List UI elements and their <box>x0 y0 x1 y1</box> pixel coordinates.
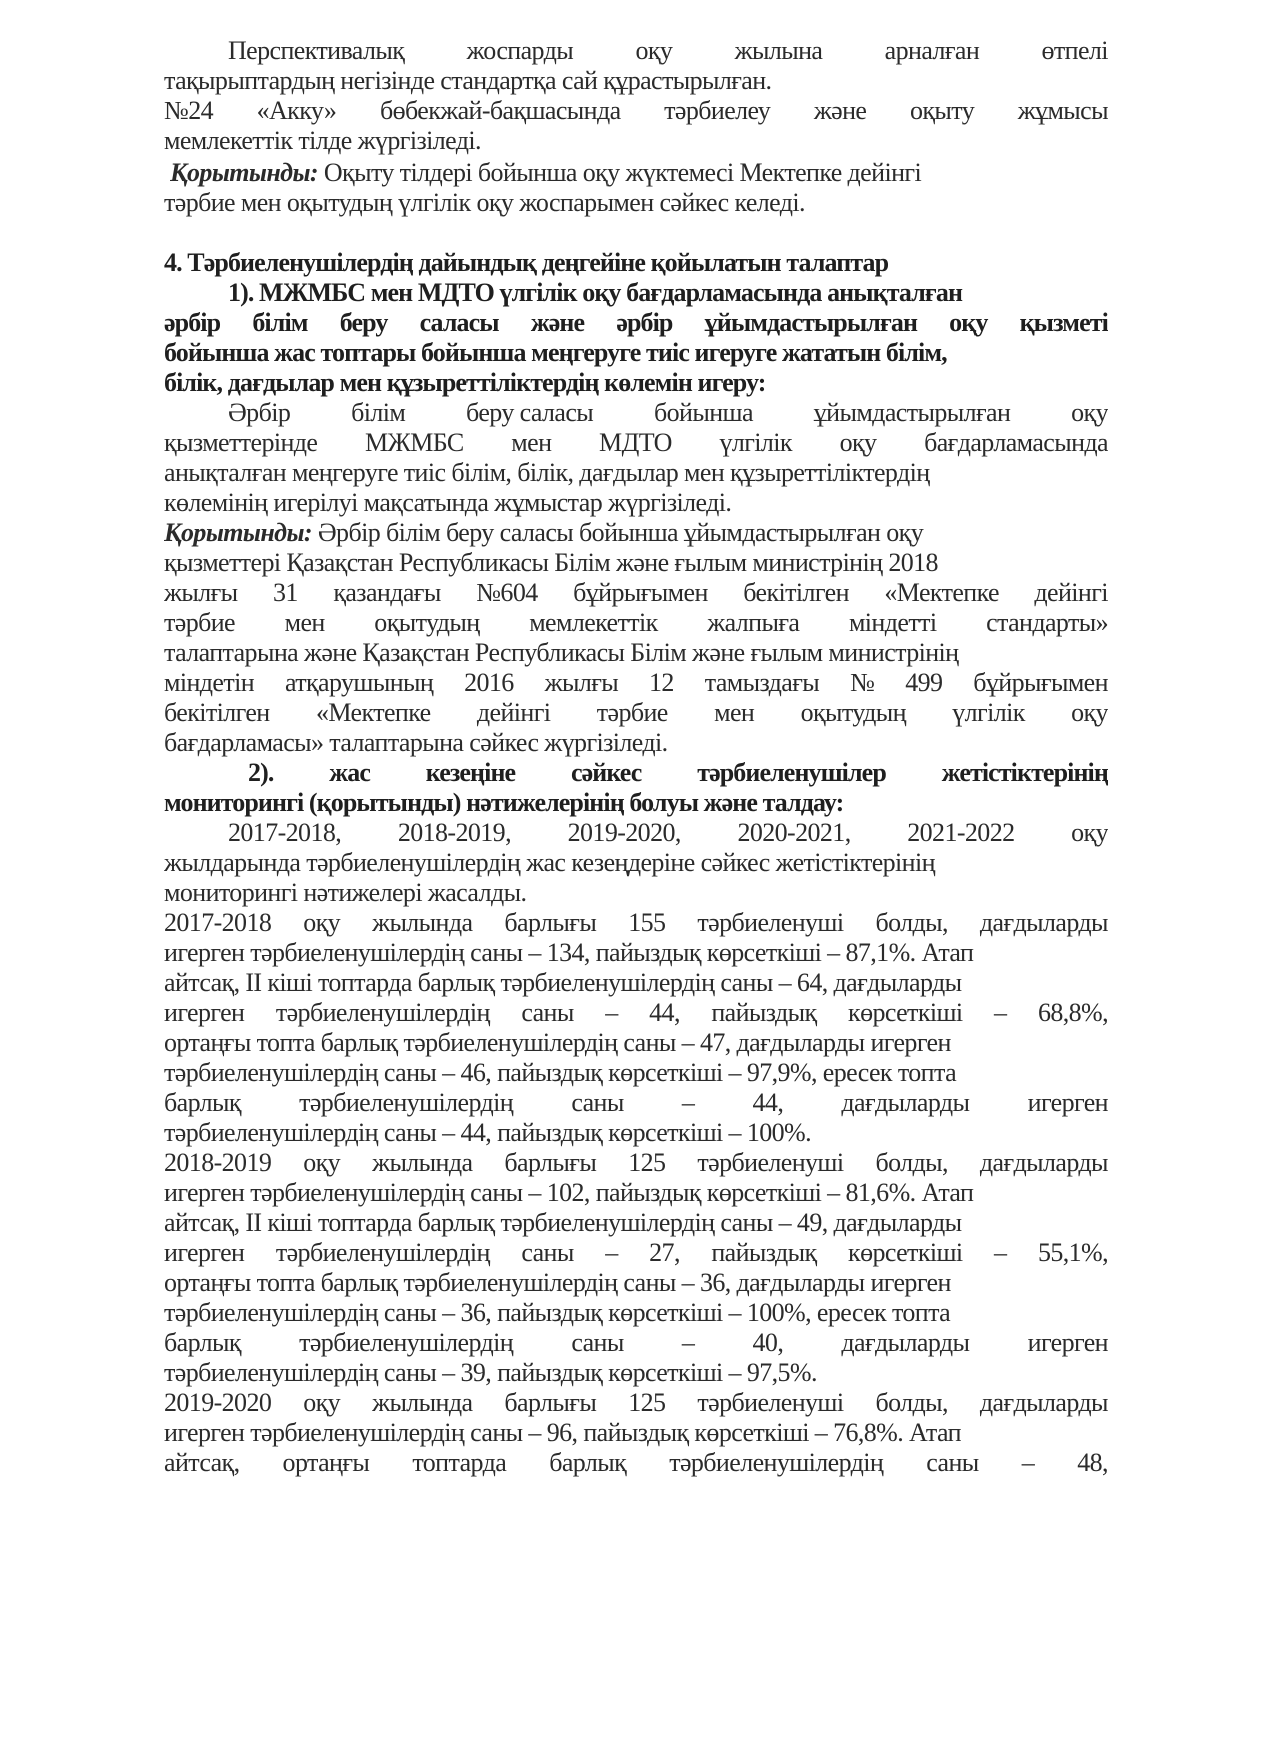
word: 2018-2019 <box>164 1148 272 1177</box>
word: Перспективалық <box>228 36 405 65</box>
text-line: бағдарламасы» талаптарына сәйкес жүргізіледі. <box>164 728 668 757</box>
word: қызметі <box>1019 308 1108 337</box>
word: қызметтерінде <box>164 428 318 457</box>
word: 31 <box>273 578 298 607</box>
text-line <box>164 1388 1108 1418</box>
word: көрсеткіші <box>848 1238 963 1267</box>
text-line <box>164 1148 1108 1178</box>
word: оқу <box>635 36 673 65</box>
text-line <box>164 578 1108 608</box>
word: саны <box>926 1448 979 1477</box>
word: оқу <box>1071 698 1108 727</box>
word: кезеңіне <box>425 758 516 787</box>
word: саны <box>521 1238 574 1267</box>
subheading-line <box>248 758 1108 788</box>
word: жас <box>329 758 370 787</box>
word: 2). <box>248 758 274 787</box>
word: 2019-2020, <box>567 818 681 847</box>
word: 499 <box>905 668 943 697</box>
word: барлығы <box>504 908 597 937</box>
text-line: тәрбиеленушілердің саны – 39, пайыздық көрсеткіші – 97,5%. <box>164 1358 817 1387</box>
subheading-line <box>164 308 1108 338</box>
word: бұйрығымен <box>973 668 1108 697</box>
word: игерген <box>164 998 245 1027</box>
word: оқу <box>1071 398 1108 427</box>
word: №24 <box>164 96 214 125</box>
word: «Мектепке <box>884 578 999 607</box>
text-line <box>164 96 1108 126</box>
word: дағдыларды <box>841 1328 970 1357</box>
text-line: тәрбиеленушілердің саны – 46, пайыздық көрсеткіші – 97,9%, ересек топта <box>164 1058 957 1087</box>
word: – <box>681 1328 695 1357</box>
word: жылында <box>372 908 473 937</box>
word: жылында <box>372 1388 473 1417</box>
word: бөбекжай-бақшасында <box>379 96 621 125</box>
word: 27, <box>649 1238 680 1267</box>
word: – <box>1021 1448 1035 1477</box>
word: тәрбиеленушілердің <box>299 1088 514 1117</box>
word: 2019-2020 <box>164 1388 272 1417</box>
word: оқытудың <box>374 608 480 637</box>
word: әрбір <box>616 308 673 337</box>
word: оқу <box>303 1148 341 1177</box>
word: МДТО <box>599 428 672 457</box>
word: өтпелі <box>1041 36 1108 65</box>
conclusion-line <box>170 158 1114 188</box>
text-line <box>164 1448 1108 1478</box>
word: білім <box>252 308 308 337</box>
word: 125 <box>628 1148 666 1177</box>
word: саласы <box>419 308 499 337</box>
word: мен <box>511 428 552 457</box>
text-line: игерген тәрбиеленушілердің саны – 134, пайыздық көрсеткіші – 87,1%. Атап <box>164 938 974 967</box>
text-line: көлемінің игерілуі мақсатында жұмыстар жүргізіледі. <box>164 488 732 517</box>
word: оқу <box>949 308 988 337</box>
conclusion-label: Қорытынды: <box>170 158 318 187</box>
word: 2018-2019, <box>397 818 511 847</box>
text-line: ортаңғы топта барлық тәрбиеленушілердің саны – 47, дағдыларды игерген <box>164 1028 951 1057</box>
word: тәрбиелеу <box>664 96 771 125</box>
word: жоспарды <box>466 36 574 65</box>
word: болды, <box>875 1388 948 1417</box>
conclusion-text: Әрбір білім беру саласы бойынша ұйымдастырылған оқу <box>311 518 924 547</box>
word: тәрбиеленуші <box>697 908 844 937</box>
word: 48, <box>1077 1448 1108 1477</box>
word: 155 <box>628 908 666 937</box>
word: «Акку» <box>256 96 337 125</box>
text-line <box>228 398 1108 428</box>
conclusion-line <box>164 518 1108 548</box>
word: оқу <box>303 908 341 937</box>
word: – <box>605 998 618 1027</box>
word: ұйымдастырылған <box>813 398 1011 427</box>
word: бұйрығымен <box>573 578 708 607</box>
word: тәрбиеленушілердің <box>299 1328 514 1357</box>
word: саны <box>521 998 574 1027</box>
text-line <box>164 1328 1108 1358</box>
conclusion-label: Қорытынды: <box>164 518 312 547</box>
text-line: мониторингі нәтижелері жасалды. <box>164 878 527 907</box>
word: тәрбиеленушілердің <box>275 998 490 1027</box>
word: 2017-2018 <box>164 908 272 937</box>
text-line <box>164 428 1108 458</box>
word: оқу <box>839 428 877 457</box>
word: бекітілген <box>164 698 270 727</box>
word: пайыздық <box>711 998 817 1027</box>
word: 55,1%, <box>1037 1238 1108 1267</box>
word: тәрбие <box>164 608 235 637</box>
text-line: қызметтері Қазақстан Республикасы Білім және ғылым министрінің 2018 <box>164 548 938 577</box>
word: тәрбие <box>596 698 668 727</box>
text-line: игерген тәрбиеленушілердің саны – 102, пайыздық көрсеткіші – 81,6%. Атап <box>164 1178 974 1207</box>
text-line <box>164 608 1108 638</box>
text-line: мемлекеттік тілде жүргізіледі. <box>164 126 481 155</box>
word: барлық <box>164 1328 241 1357</box>
text-line <box>228 36 1108 66</box>
text-line <box>164 1238 1108 1268</box>
word: барлығы <box>504 1388 597 1417</box>
word: ұйымдастырылған <box>704 308 918 337</box>
word: №604 <box>476 578 538 607</box>
text-line: анықталған меңгеруге тиіс білім, білік, дағдылар мен құзыреттіліктердің <box>164 458 930 487</box>
word: – <box>994 998 1007 1027</box>
text-line: тақырыптардың негізінде стандартқа сай құрастырылған. <box>164 66 772 95</box>
text-line <box>164 908 1108 938</box>
word: мемлекеттік <box>529 608 658 637</box>
word: 2021-2022 <box>907 818 1015 847</box>
word: 12 <box>649 668 674 697</box>
word: игерген <box>1027 1328 1108 1357</box>
word: оқыту <box>909 96 975 125</box>
word: дағдыларды <box>841 1088 970 1117</box>
word: дейінгі <box>476 698 551 727</box>
word: жұмысы <box>1017 96 1108 125</box>
subheading-line: 1). МЖМБС мен МДТО үлгілік оқу бағдарламасында анықталған <box>228 278 963 307</box>
word: бекітілген <box>743 578 849 607</box>
word: топтарда <box>412 1448 507 1477</box>
text-line: тәрбиеленушілердің саны – 44, пайыздық көрсеткіші – 100%. <box>164 1118 811 1147</box>
word: үлгілік <box>952 698 1025 727</box>
word: – <box>681 1088 695 1117</box>
word: дағдыларды <box>979 1388 1108 1417</box>
text-line: талаптарына және Қазақстан Республикасы Білім және ғылым министрінің <box>164 638 959 667</box>
subheading-line: мониторингі (қорытынды) нәтижелерінің болуы және талдау: <box>164 788 844 817</box>
word: дағдыларды <box>979 1148 1108 1177</box>
text-line: тәрбиеленушілердің саны – 36, пайыздық көрсеткіші – 100%, ересек топта <box>164 1298 951 1327</box>
word: МЖМБС <box>365 428 464 457</box>
word: 44, <box>752 1088 784 1117</box>
text-line: тәрбие мен оқытудың үлгілік оқу жоспарымен сәйкес келеді. <box>164 188 805 217</box>
word: тәрбиеленуші <box>697 1148 844 1177</box>
word: Әрбір <box>228 398 291 427</box>
word: оқу <box>303 1388 341 1417</box>
word: 2016 <box>464 668 514 697</box>
word: тәрбиеленушілер <box>697 758 886 787</box>
text-line: игерген тәрбиеленушілердің саны – 96, пайыздық көрсеткіші – 76,8%. Атап <box>164 1418 961 1447</box>
subheading-line: бойынша жас топтары бойынша меңгеруге тиіс игеруге жататын білім, <box>164 338 947 367</box>
word: бағдарламасында <box>924 428 1108 457</box>
word: пайыздық <box>711 1238 817 1267</box>
word: атқарушының <box>284 668 434 697</box>
word: болды, <box>875 908 948 937</box>
word: жылына <box>734 36 823 65</box>
word: және <box>530 308 585 337</box>
word: жалпыға <box>707 608 800 637</box>
word: беру <box>339 308 388 337</box>
text-line: ортаңғы топта барлық тәрбиеленушілердің саны – 36, дағдыларды игерген <box>164 1268 951 1297</box>
word: тәрбиеленуші <box>697 1388 844 1417</box>
word: жетістіктерінің <box>941 758 1108 787</box>
word: ортаңғы <box>282 1448 370 1477</box>
word: міндетті <box>848 608 937 637</box>
word: игерген <box>1027 1088 1108 1117</box>
word: игерген <box>164 1238 245 1267</box>
word: мен <box>714 698 755 727</box>
word: оқу <box>1071 818 1108 847</box>
word: жылында <box>372 1148 473 1177</box>
text-line: айтсақ, ІІ кіші топтарда барлық тәрбиеленушілердің саны – 64, дағдыларды <box>164 968 962 997</box>
word: бойынша <box>654 398 753 427</box>
word: көрсеткіші <box>848 998 963 1027</box>
word: барлық <box>549 1448 627 1477</box>
word: 68,8%, <box>1037 998 1108 1027</box>
word: және <box>813 96 867 125</box>
word: мен <box>284 608 325 637</box>
word: міндетін <box>164 668 255 697</box>
word: болды, <box>875 1148 948 1177</box>
text-line: айтсақ, ІІ кіші топтарда барлық тәрбиеленушілердің саны – 49, дағдыларды <box>164 1208 962 1237</box>
word: қазандағы <box>333 578 441 607</box>
text-line: жылдарында тәрбиеленушілердің жас кезеңдеріне сәйкес жетістіктерінің <box>164 848 935 877</box>
word: беру саласы <box>466 398 594 427</box>
text-line <box>164 1088 1108 1118</box>
word: стандарты» <box>986 608 1108 637</box>
subheading-line: білік, дағдылар мен құзыреттіліктердің көлемін игеру: <box>164 368 766 397</box>
word: саны <box>571 1088 624 1117</box>
word: барлық <box>164 1088 241 1117</box>
word: – <box>605 1238 618 1267</box>
word: үлгілік <box>719 428 792 457</box>
word: 40, <box>752 1328 784 1357</box>
text-line <box>164 668 1108 698</box>
word: 2020-2021, <box>737 818 851 847</box>
conclusion-text: Оқыту тілдері бойынша оқу жүктемесі Мектепке дейінгі <box>317 158 922 187</box>
word: дейінгі <box>1034 578 1108 607</box>
word: саны <box>571 1328 624 1357</box>
text-line <box>164 698 1108 728</box>
word: тәрбиеленушілердің <box>275 1238 490 1267</box>
word: арналған <box>884 36 980 65</box>
word: дағдыларды <box>979 908 1108 937</box>
word: – <box>994 1238 1007 1267</box>
word: 125 <box>628 1388 666 1417</box>
word: айтсақ, <box>164 1448 240 1477</box>
word: жылғы <box>164 578 238 607</box>
word: тәрбиеленушілердің <box>669 1448 884 1477</box>
text-line <box>164 998 1108 1028</box>
text-line <box>228 818 1108 848</box>
word: оқытудың <box>800 698 906 727</box>
word: 2017-2018, <box>228 818 342 847</box>
word: 44, <box>649 998 680 1027</box>
section-heading: 4. Тәрбиеленушілердің дайындық деңгейіне қойылатын талаптар <box>164 248 889 277</box>
word: № <box>850 668 875 697</box>
word: барлығы <box>504 1148 597 1177</box>
word: жылғы <box>544 668 619 697</box>
word: білім <box>351 398 406 427</box>
word: сәйкес <box>571 758 642 787</box>
word: әрбір <box>164 308 221 337</box>
word: тамыздағы <box>704 668 820 697</box>
word: «Мектепке <box>315 698 431 727</box>
